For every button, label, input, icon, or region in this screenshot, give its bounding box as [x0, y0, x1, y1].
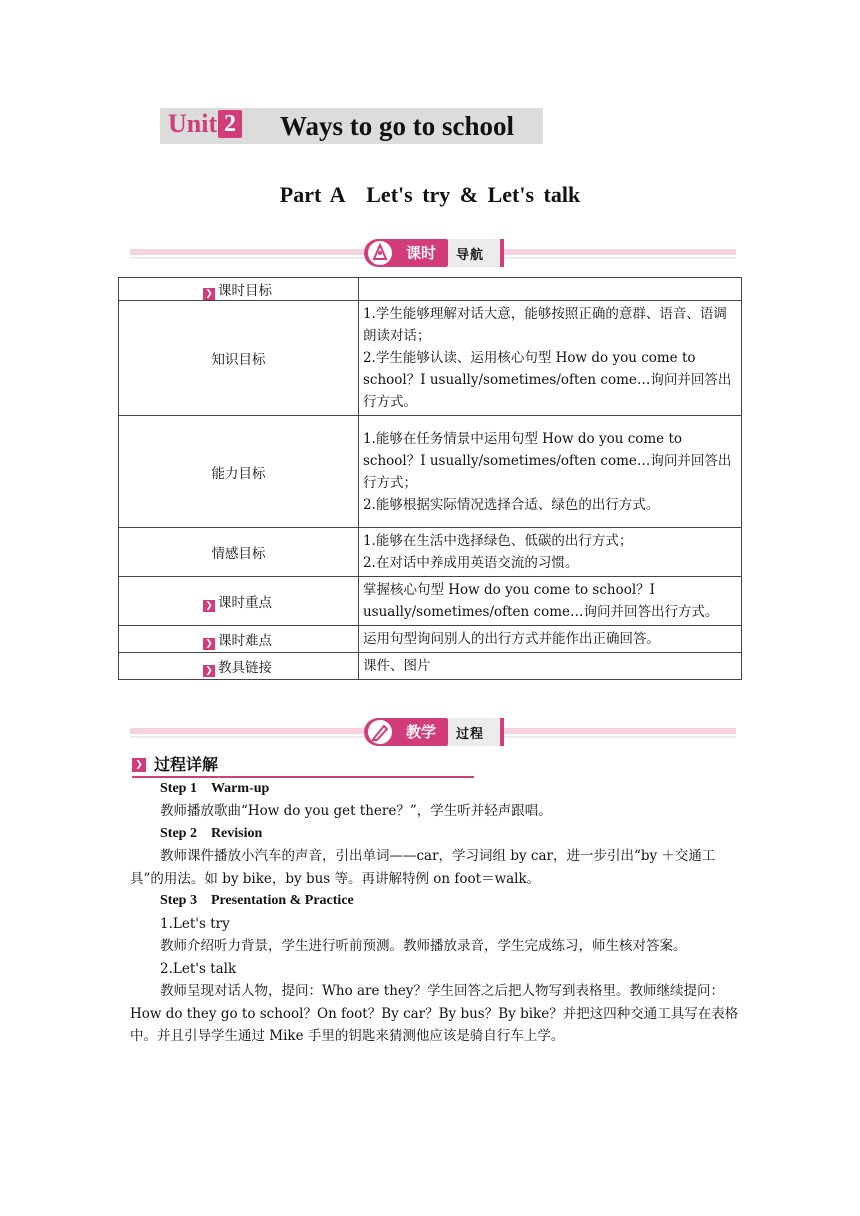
section-tag-sub: 过程 [456, 727, 485, 742]
step-title: Step 3 Presentation & Practice [160, 893, 354, 908]
step-text: 教师课件播放小汽车的声音，引出单词——car，学习词组 by car，进一步引出“by ＋交通工具”的用法。如 by bike，by bus 等。再讲解特例 on foot＝walk。 [130, 848, 716, 887]
chevron-right-icon: ❯ [203, 288, 215, 300]
row-label: 教具链接 [218, 659, 272, 676]
substep-title: 1.Let's try [160, 916, 230, 932]
chevron-right-icon: ❯ [203, 600, 215, 612]
row-content [358, 626, 741, 653]
table-header-label: 课时目标 [218, 282, 272, 299]
section-tag-main: 教学 [406, 723, 437, 741]
pencil-icon [368, 720, 392, 744]
row-label-cell [119, 653, 359, 680]
step-title: Step 1 Warm-up [160, 781, 270, 796]
chevron-right-icon: ❯ [132, 758, 146, 772]
unit-label: Unit [168, 109, 218, 138]
content-line: 2.在对话中养成用英语交流的习惯。 [362, 555, 579, 571]
section-tag-sub: 导航 [456, 248, 485, 263]
table-row [119, 626, 742, 653]
content-line: 2.学生能够认读、运用核心句型 How do you come to school？I usually/sometimes/often come…询问并回答出行方式。 [362, 350, 732, 410]
chevron-right-icon: ❯ [203, 638, 215, 650]
table-header-empty [358, 278, 741, 301]
content-line: 1.能够在任务情景中运用句型 How do you come to school？I usually/sometimes/often come…询问并回答出行方式； [362, 430, 732, 491]
table-row [119, 301, 742, 416]
row-label: 能力目标 [119, 416, 359, 528]
process-heading-text: 过程详解 [154, 755, 219, 774]
row-content [358, 653, 741, 680]
row-content [358, 528, 741, 577]
substep-title: 2.Let's talk [160, 961, 237, 977]
table-row [119, 416, 742, 528]
table-row [119, 278, 742, 301]
compass-icon [368, 241, 392, 265]
substep-text: 教师介绍听力背景，学生进行听前预测。教师播放录音，学生完成练习，师生核对答案。 [160, 938, 687, 954]
row-label: 情感目标 [119, 528, 359, 577]
section-tag-main: 课时 [406, 244, 437, 262]
substep-text: 教师呈现对话人物，提问：Who are they？学生回答之后把人物写到表格里。教师继续提问：How do they go to school？On foot？By car？By bus？By bike？并把这四种交通工具写在表格中。并且引导学生通过 Mike 手里的钥匙来猜测他应该是骑自行车上学。 [130, 983, 739, 1044]
content-line: 运用句型询问别人的出行方式并能作出正确回答。 [362, 631, 660, 647]
unit-banner [160, 108, 543, 144]
unit-number-badge: 2 [218, 110, 242, 138]
row-content [358, 416, 741, 528]
table-row [119, 577, 742, 626]
unit-title: Ways to go to school [280, 111, 515, 141]
content-line: 课件、图片 [362, 658, 431, 674]
row-label: 课时重点 [218, 594, 272, 611]
row-content [358, 301, 741, 416]
table-row [119, 653, 742, 680]
step-title: Step 2 Revision [160, 826, 263, 841]
row-label-cell [119, 577, 359, 626]
content-line: 1.学生能够理解对话大意，能够按照正确的意群、语音、语调朗读对话； [362, 306, 727, 344]
lesson-goals-table [118, 277, 742, 680]
section-tag-lesson-guide [364, 239, 504, 267]
table-row [119, 528, 742, 577]
table-header-cell [119, 278, 359, 301]
process-heading [132, 752, 474, 778]
row-label-cell [119, 626, 359, 653]
section-tag-teaching-process [364, 718, 504, 746]
content-line: 2.能够根据实际情况选择合适、绿色的出行方式。 [362, 496, 660, 513]
row-label: 课时难点 [218, 632, 272, 649]
chevron-right-icon: ❯ [203, 665, 215, 677]
row-label: 知识目标 [119, 301, 359, 416]
part-title: Part A Let's try & Let's talk [279, 182, 581, 207]
row-content [358, 577, 741, 626]
step-text: 教师播放歌曲“How do you get there？”，学生听并轻声跟唱。 [160, 803, 552, 819]
content-line: 1.能够在生活中选择绿色、低碳的出行方式； [362, 533, 633, 549]
content-line: 掌握核心句型 How do you come to school？I usually/sometimes/often come…询问并回答出行方式。 [362, 582, 719, 620]
